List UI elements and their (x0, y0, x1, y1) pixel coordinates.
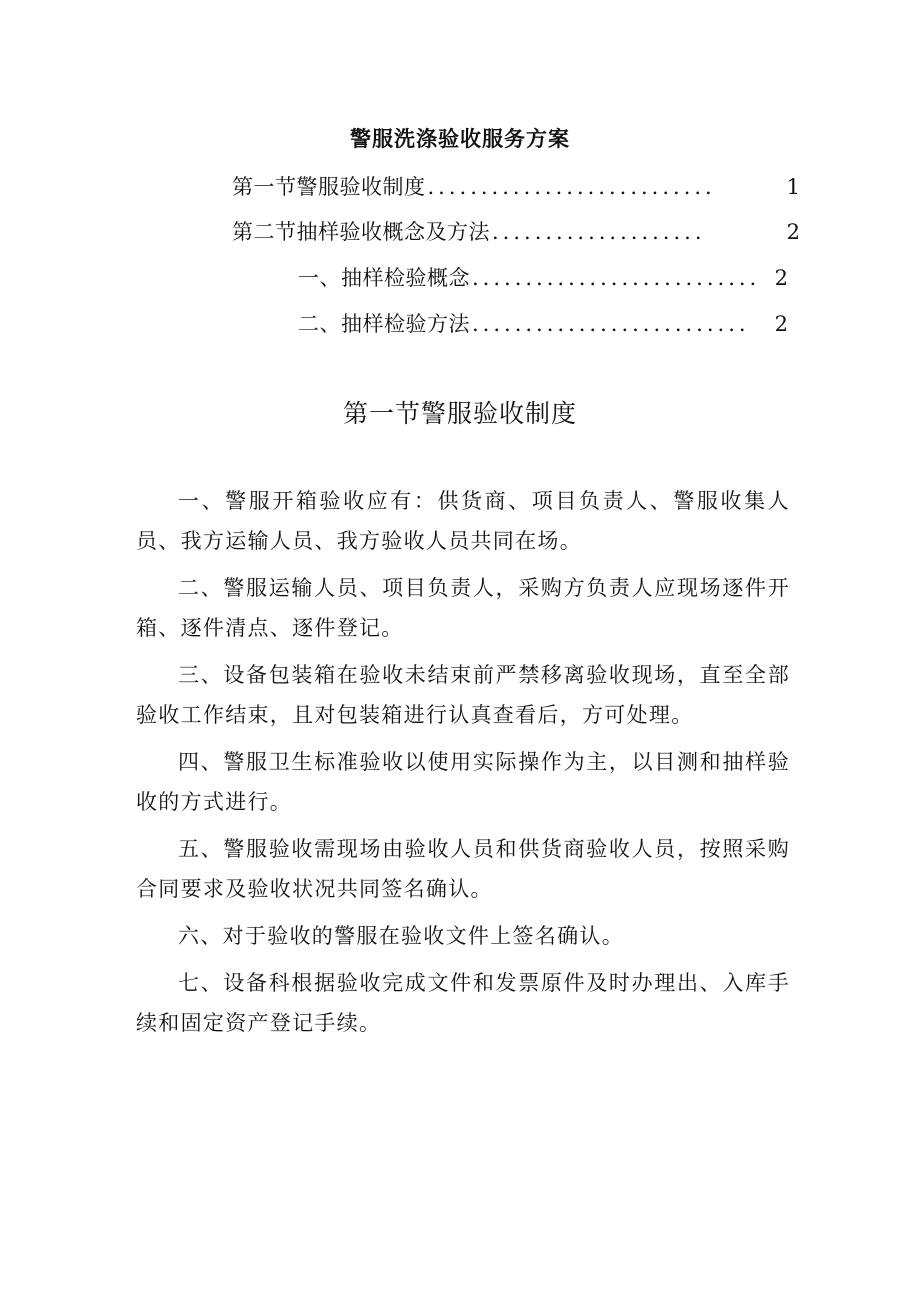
paragraph: 五、警服验收需现场由验收人员和供货商验收人员，按照采购合同要求及验收状况共同签名确认。 (136, 837, 790, 901)
toc-page-number: 1 (786, 175, 800, 199)
toc-page-number: 2 (774, 266, 788, 290)
section-body (136, 481, 790, 1050)
toc-entry-label: 第一节警服验收制度 (232, 175, 426, 199)
toc-entry-label: 第二节抽样验收概念及方法 (232, 220, 490, 244)
toc-dot-leader: .......................... (472, 312, 750, 336)
toc-entry-subsection-1[interactable] (298, 261, 788, 295)
paragraph: 三、设备包装箱在验收未结束前严禁移离验收现场，直至全部验收工作结束，且对包装箱进行认真查看后，方可处理。 (136, 663, 790, 727)
toc-dot-leader: ........................... (472, 266, 761, 290)
toc-dot-leader: ........................... (427, 175, 716, 199)
section-heading: 第一节警服验收制度 (342, 399, 577, 428)
toc-page-number: 2 (786, 220, 800, 244)
paragraph: 四、警服卫生标准验收以使用实际操作为主，以目测和抽样验收的方式进行。 (136, 750, 790, 814)
paragraph: 二、警服运输人员、项目负责人，采购方负责人应现场逐件开箱、逐件清点、逐件登记。 (136, 576, 790, 640)
toc-entry-label: 一、抽样检验概念 (298, 266, 470, 290)
document-title: 警服洗涤验收服务方案 (350, 126, 570, 151)
paragraph: 六、对于验收的警服在验收文件上签名确认。 (178, 924, 624, 948)
toc-dot-leader: .................... (492, 220, 706, 244)
toc-entry-label: 二、抽样检验方法 (298, 312, 470, 336)
toc-entry-subsection-2[interactable] (298, 307, 788, 341)
paragraph: 一、警服开箱验收应有：供货商、项目负责人、警服收集人员、我方运输人员、我方验收人员共同在场。 (136, 489, 790, 553)
toc-entry-section-1[interactable] (232, 170, 800, 204)
toc-entry-section-2[interactable] (232, 215, 800, 249)
toc-page-number: 2 (774, 312, 788, 336)
paragraph: 七、设备科根据验收完成文件和发票原件及时办理出、入库手续和固定资产登记手续。 (136, 971, 790, 1035)
